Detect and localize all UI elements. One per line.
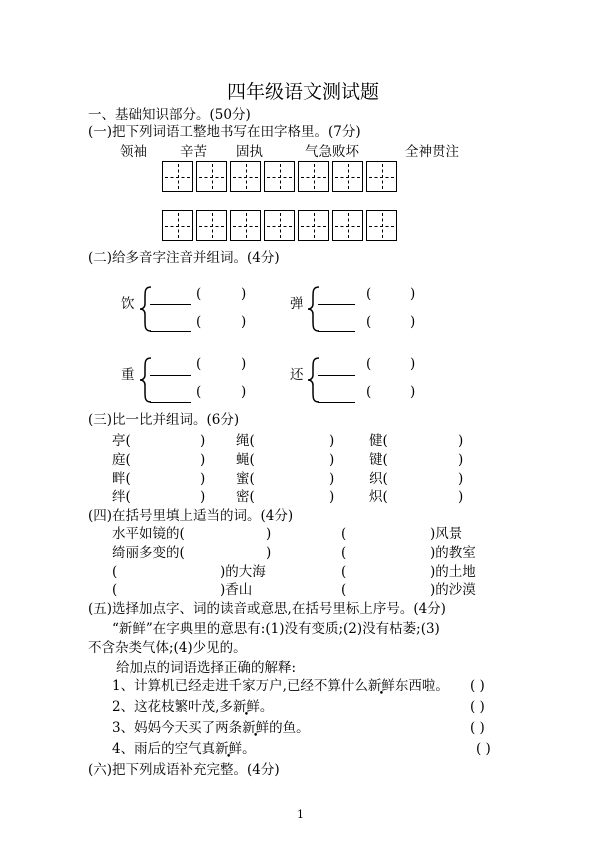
polyphone-char: 还: [290, 367, 304, 383]
paren-open: (: [366, 314, 372, 330]
q3-item: 健(: [369, 433, 388, 449]
q5-sentence: [112, 678, 449, 694]
q1-word: 领袖: [120, 144, 147, 160]
q3-item: ): [458, 433, 464, 449]
paren-close: ): [241, 314, 247, 330]
tianzige-row-1[interactable]: [162, 161, 400, 192]
tianzige-cell[interactable]: [230, 210, 261, 241]
dotted-word: 新鲜: [242, 720, 270, 736]
answer-line[interactable]: [150, 402, 191, 403]
q3-item: ): [200, 452, 206, 468]
tianzige-cell[interactable]: [298, 210, 329, 241]
q4-item: 绮丽多变的(: [112, 545, 185, 561]
tianzige-cell[interactable]: [196, 161, 227, 192]
q4-item: (: [341, 582, 347, 598]
tianzige-cell[interactable]: [162, 210, 193, 241]
q3-item: ): [329, 433, 335, 449]
tianzige-cell[interactable]: [264, 210, 295, 241]
tianzige-cell[interactable]: [196, 210, 227, 241]
q4-item: (: [112, 582, 118, 598]
dotted-word: 新鲜: [215, 741, 243, 757]
dotted-word: 新鲜: [367, 678, 395, 694]
q3-item: 庭(: [112, 452, 131, 468]
q4-item: ): [266, 545, 272, 561]
paren-open: (: [196, 314, 202, 330]
tianzige-cell[interactable]: [264, 161, 295, 192]
section-heading: 一、基础知识部分。(50分): [88, 107, 251, 123]
dotted-word: 新鲜: [232, 699, 260, 715]
polyphone-char: 弹: [290, 296, 304, 312]
paren-close: ): [241, 286, 247, 302]
paren-close: ): [410, 384, 416, 400]
answer-paren[interactable]: ( ): [470, 699, 485, 715]
tianzige-cell[interactable]: [298, 161, 329, 192]
q3-item: 畔(: [112, 471, 131, 487]
q3-item: ): [329, 471, 335, 487]
tianzige-cell[interactable]: [230, 161, 261, 192]
q3-item: 绊(: [112, 489, 131, 505]
q4-item: (: [112, 564, 118, 580]
q5-sentence: [112, 699, 273, 715]
paren-open: (: [196, 286, 202, 302]
q3-item: ): [200, 471, 206, 487]
brace-icon: [306, 356, 322, 404]
q3-item: 炽(: [369, 489, 388, 505]
sentence-text: 。: [242, 741, 256, 757]
q2-heading: (二)给多音字注音并组词。(4分): [88, 250, 280, 266]
answer-line[interactable]: [318, 375, 355, 376]
answer-paren[interactable]: ( ): [476, 741, 491, 757]
answer-line[interactable]: [318, 331, 355, 332]
q4-item: 水平如镜的(: [112, 526, 185, 542]
q4-item: (: [341, 526, 347, 542]
q4-item: (: [341, 564, 347, 580]
answer-line[interactable]: [150, 304, 191, 305]
q3-item: 绳(: [236, 433, 255, 449]
q4-item: )的教室: [430, 545, 476, 561]
q4-heading: (四)在括号里填上适当的词。(4分): [88, 508, 294, 524]
brace-icon: [306, 285, 322, 333]
page-number: 1: [297, 808, 304, 821]
answer-line[interactable]: [318, 402, 355, 403]
q4-item: )的沙漠: [430, 582, 476, 598]
q5-sentence: [112, 741, 256, 757]
q1-word: 固执: [236, 144, 263, 160]
tianzige-cell[interactable]: [366, 161, 397, 192]
q1-word: 气急败坏: [305, 144, 359, 160]
q5-heading: (五)选择加点字、词的读音或意思,在括号里标上序号。(4分): [88, 601, 446, 617]
q3-item: 键(: [369, 452, 388, 468]
sentence-text: 1、计算机已经走进千家万户,已经不算什么: [112, 678, 368, 694]
sentence-text: 4、雨后的空气真: [112, 741, 216, 757]
answer-line[interactable]: [150, 375, 191, 376]
q3-item: 密(: [236, 489, 255, 505]
paren-close: ): [410, 356, 416, 372]
q4-item: (: [341, 545, 347, 561]
q3-heading: (三)比一比并组词。(6分): [88, 412, 240, 428]
tianzige-cell[interactable]: [162, 161, 193, 192]
answer-paren[interactable]: ( ): [470, 720, 485, 736]
q4-item: )的大海: [220, 564, 266, 580]
q5-definition-line: “新鲜”在字典里的意思有:(1)没有变质;(2)没有枯萎;(3): [112, 621, 440, 637]
q3-item: 织(: [369, 471, 388, 487]
paren-open: (: [366, 384, 372, 400]
tianzige-row-2[interactable]: [162, 210, 400, 241]
q3-item: ): [458, 452, 464, 468]
q4-item: )风景: [430, 526, 463, 542]
q5-sentence: [112, 720, 310, 736]
paren-close: ): [410, 286, 416, 302]
brace-icon: [138, 356, 154, 404]
tianzige-cell[interactable]: [366, 210, 397, 241]
q1-word: 全神贯注: [405, 144, 459, 160]
q3-item: ): [200, 489, 206, 505]
q3-item: 蜜(: [236, 471, 255, 487]
brace-icon: [138, 285, 154, 333]
answer-paren[interactable]: ( ): [470, 678, 485, 694]
q6-heading: (六)把下列成语补充完整。(4分): [88, 762, 280, 778]
tianzige-cell[interactable]: [332, 161, 363, 192]
q3-item: ): [200, 433, 206, 449]
paren-close: ): [241, 384, 247, 400]
paren-close: ): [241, 356, 247, 372]
polyphone-char: 饮: [121, 296, 135, 312]
paren-open: (: [196, 356, 202, 372]
q1-word: 辛苦: [180, 144, 207, 160]
paren-open: (: [366, 286, 372, 302]
q3-item: ): [329, 452, 335, 468]
q5-definition-line: 不含杂类气体;(4)少见的。: [88, 640, 247, 656]
paren-open: (: [196, 384, 202, 400]
q4-item: ): [266, 526, 272, 542]
q1-heading: (一)把下列词语工整地书写在田字格里。(7分): [88, 124, 361, 140]
sentence-text: 2、这花枝繁叶茂,多: [112, 699, 233, 715]
q3-item: ): [458, 489, 464, 505]
sentence-text: 东西啦。: [394, 678, 449, 694]
q3-item: ): [329, 489, 335, 505]
sentence-text: 的鱼。: [269, 720, 310, 736]
answer-line[interactable]: [318, 304, 355, 305]
polyphone-char: 重: [121, 367, 135, 383]
q3-item: 蝇(: [236, 452, 255, 468]
q4-item: )的土地: [430, 564, 476, 580]
q4-item: )香山: [220, 582, 253, 598]
paren-open: (: [366, 356, 372, 372]
q3-item: 亭(: [112, 433, 131, 449]
sentence-text: 3、妈妈今天买了两条: [112, 720, 243, 736]
tianzige-cell[interactable]: [332, 210, 363, 241]
paren-close: ): [410, 314, 416, 330]
q3-item: ): [458, 471, 464, 487]
page-title: 四年级语文测试题: [227, 81, 380, 103]
q5-instruction: 给加点的词语选择正确的解释:: [116, 660, 297, 676]
sentence-text: 。: [259, 699, 274, 715]
answer-line[interactable]: [150, 331, 191, 332]
